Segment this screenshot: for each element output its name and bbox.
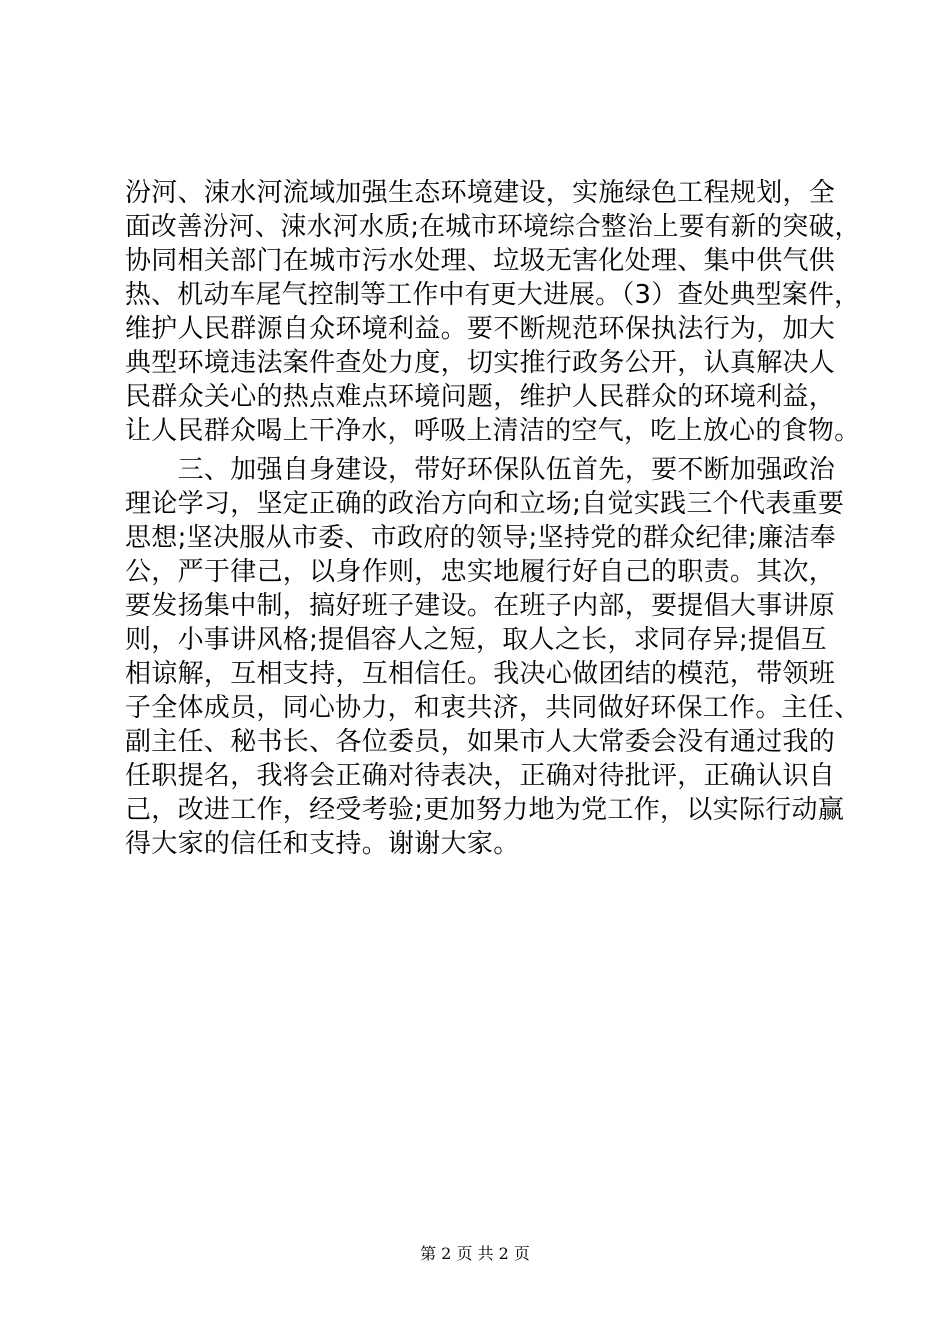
paragraph-2-line: 则，小事讲风格;提倡容人之短，取人之长，求同存异;提倡互: [125, 625, 827, 655]
paragraph-1-line: 维护人民群源自众环境利益。要不断规范环保执法行为，加大: [125, 314, 836, 344]
paragraph-2-line: 要发扬集中制，搞好班子建设。在班子内部，要提倡大事讲原: [125, 591, 836, 621]
paragraph-1-line: 面改善汾河、涑水河水质;在城市环境综合整治上要有新的突破，: [125, 212, 861, 242]
page-number-footer: 第 2 页 共 2 页: [420, 1244, 530, 1263]
paragraph-1-line: 热、机动车尾气控制等工作中有更大进展。（3）查处典型案件，: [125, 280, 861, 310]
paragraph-1-line: 让人民群众喝上干净水，呼吸上清洁的空气，吃上放心的食物。: [125, 416, 861, 446]
paragraph-2-line: 己，改进工作，经受考验;更加努力地为党工作，以实际行动赢: [125, 795, 845, 825]
paragraph-2-line: 三、加强自身建设，带好环保队伍首先，要不断加强政治: [125, 455, 836, 485]
paragraph-1-line: 汾河、涑水河流域加强生态环境建设，实施绿色工程规划，全: [125, 178, 836, 208]
paragraph-2-line: 相谅解，互相支持，互相信任。我决心做团结的模范，带领班: [125, 659, 836, 689]
paragraph-1-line: 典型环境违法案件查处力度，切实推行政务公开，认真解决人: [125, 348, 836, 378]
paragraph-2-line: 得大家的信任和支持。谢谢大家。: [125, 829, 520, 859]
paragraph-2-line: 副主任、秘书长、各位委员，如果市人大常委会没有通过我的: [125, 727, 836, 757]
paragraph-2-line: 公，严于律己，以身作则，忠实地履行好自己的职责。其次，: [125, 557, 836, 587]
paragraph-2-line: 任职提名，我将会正确对待表决，正确对待批评，正确认识自: [125, 761, 836, 791]
paragraph-2-line: 子全体成员，同心协力，和衷共济，共同做好环保工作。主任、: [125, 693, 861, 723]
paragraph-1-line: 协同相关部门在城市污水处理、垃圾无害化处理、集中供气供: [125, 246, 836, 276]
paragraph-2-line: 理论学习，坚定正确的政治方向和立场;自觉实践三个代表重要: [125, 489, 845, 519]
paragraph-1-line: 民群众关心的热点难点环境问题，维护人民群众的环境利益，: [125, 382, 836, 412]
paragraph-2-line: 思想;坚决服从市委、市政府的领导;坚持党的群众纪律;廉洁奉: [125, 523, 836, 553]
